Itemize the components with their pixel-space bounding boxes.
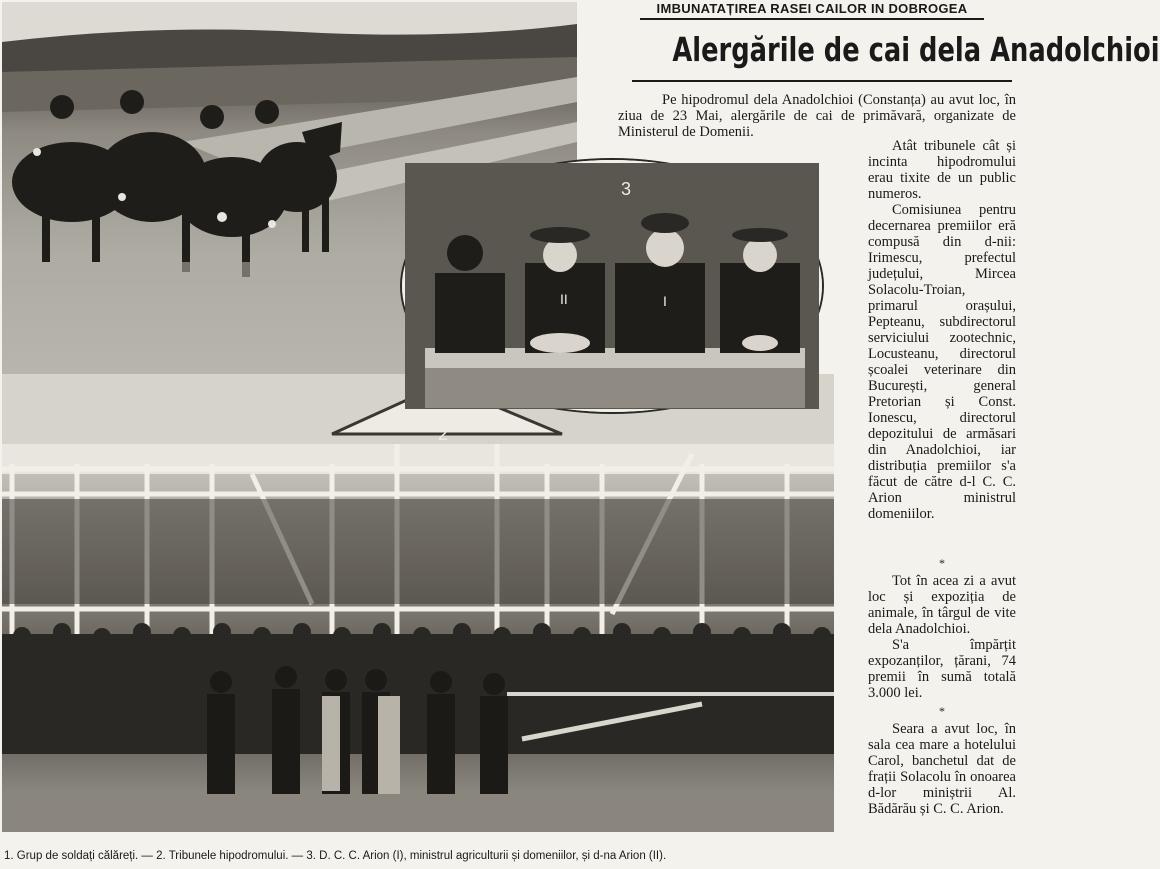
article-column [868, 138, 1016, 522]
photo-number-3: 3 [621, 179, 632, 199]
mark-ii: II [560, 291, 568, 307]
headline-rule [632, 80, 1012, 82]
paragraph-public: Atât tribunele cât și incinta hipodromului erau tixite de un public numeros. [868, 138, 1016, 202]
photo-number-2: 2 [438, 424, 449, 444]
photo-grandstands [2, 374, 834, 832]
article-column-2 [868, 553, 1016, 817]
kicker: IMBUNATAȚIREA RASEI CAILOR IN DOBROGEA [640, 1, 984, 20]
paragraph-commission: Comisiunea pentru decernarea premiilor eră compusă din d-nii: Irimescu, prefectul județului, Mircea Solacolu-Troian, primarul orașului, Pepteanu, subdirectorul serviciului zootechnic, Locusteanu, directorul școalei veterinare din București, general Pretorian și Const. Ionescu, directorul depozitului de armăsari din Anadolchioi, iar distribuția premiilor s'a făcut de către d-l C. C. Arion ministrul domeniilor. [868, 202, 1016, 522]
separator-star-2: * [939, 704, 945, 718]
separator-star: * [939, 556, 945, 570]
arion-portrait-illustration [405, 163, 819, 409]
photo-caption: 1. Grup de soldați călăreți. — 2. Tribunele hipodromului. — 3. D. C. C. Arion (I), ministrul agriculturii și domeniilor, și d-na Arion (II). [4, 850, 667, 862]
mark-i: I [663, 293, 667, 309]
photo-arion-oval [402, 160, 822, 412]
grandstand-illustration [2, 374, 834, 832]
intro-paragraph: Pe hipodromul dela Anadolchioi (Constanța) au avut loc, în ziua de 23 Mai, alergările de cai de primăvară, organizate de Ministerul de Domenii. [618, 92, 1016, 140]
headline: Alergările de cai dela Anadolchioi [672, 30, 1160, 69]
article-header [600, 0, 1160, 100]
paragraph-banquet: Seara a avut loc, în sala cea mare a hotelului Carol, banchetul dat de frații Solacolu în onoarea d-lor miniștrii Al. Bădărău și C. C. Arion. [868, 721, 1016, 817]
paragraph-prizes: S'a împărțit expozanților, țărani, 74 premii în sumă totală 3.000 lei. [868, 637, 1016, 701]
paragraph-exhibition: Tot în acea zi a avut loc și expoziția de animale, în târgul de vite dela Anadolchioi. [868, 573, 1016, 637]
